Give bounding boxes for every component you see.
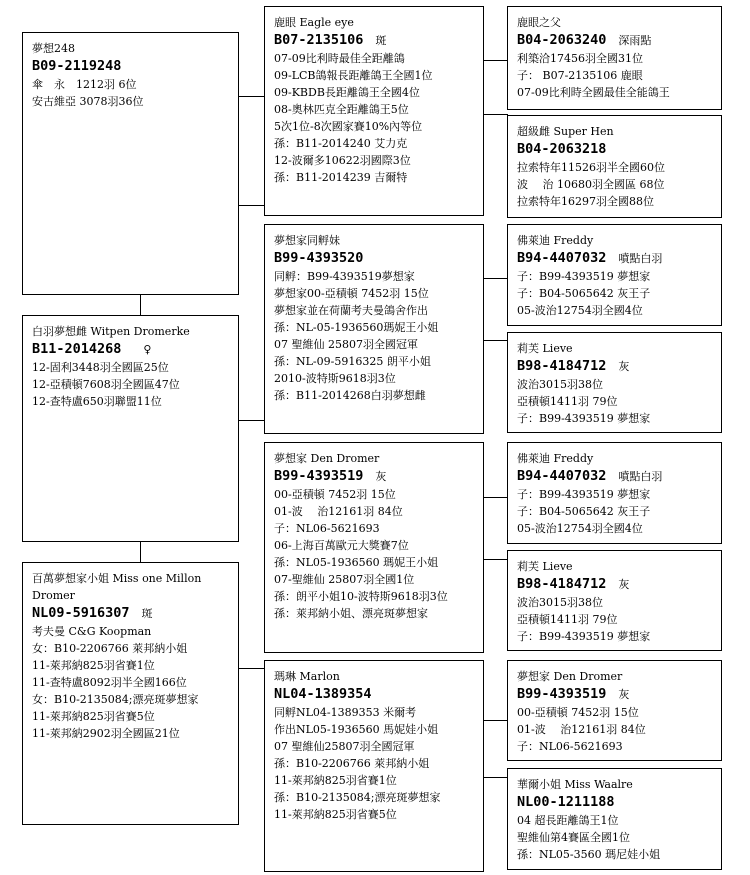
ring-number: B99-4393520 [274,250,364,266]
connector [483,60,508,61]
dam-dam-card [22,562,239,825]
ds-sire-card [507,442,722,544]
connector [483,720,508,721]
ds-dam-name: 莉芙 Lieve [517,560,573,573]
dds-sire-line: 01-波 治12161羽 84位 [517,723,646,736]
ring-number: B94-4407032 [517,468,607,484]
sire-sister-line: 同孵：B99-4393519夢想家 [274,270,415,283]
ds-sire-line: 05-波治12754羽全國4位 [517,522,643,535]
ds-sire-line: 子：B04-5065642 灰王子 [517,505,651,518]
sire-sister-line: 07 聖維仙 25807羽全國冠軍 [274,338,418,351]
dam-dam-line: 女：B10-2135084;漂亮斑夢想家 [32,693,199,706]
ring-number: B99-4393519 [274,468,364,484]
sire-sister-line: 夢想家00-亞積頓 7452羽 15位 [274,287,429,300]
dam-sire-line: 07-聖維仙 25807羽全國1位 [274,573,415,586]
sire-sister-name: 夢想家同孵妹 [274,234,340,247]
dam-dam-line: 考夫曼 C&G Koopman [32,625,152,638]
dam-line: 12-亞積頓7608羽全國區47位 [32,378,180,391]
dds-dam-card [507,768,722,870]
connector [140,294,141,316]
ring-number: B07-2135106 [274,32,364,48]
sire-name: 鹿眼 Eagle eye [274,16,354,29]
ring-number: NL00-1211188 [517,794,615,810]
color-tag: 灰 [618,688,630,701]
sire-sister-ring [274,249,475,268]
subject-line: 傘 永 1212羽 6位 [32,78,137,91]
sire-sire-line: 07-09比利時全國最佳全能鴿王 [517,86,670,99]
ss-sire-line: 05-波治12754羽全國4位 [517,304,643,317]
dd-sire-ring [274,685,475,704]
ring-number: B11-2014268 [32,341,122,357]
dd-sire-card [264,660,484,872]
ss-dam-line: 子：B99-4393519 夢想家 [517,412,651,425]
dds-sire-card [507,660,722,761]
dam-name: 白羽夢想雌 Witpen Dromerke [32,325,190,338]
sire-line: 孫：B11-2014239 吉爾特 [274,171,408,184]
dds-sire-line: 子：NL06-5621693 [517,740,623,753]
connector [238,205,265,206]
dam-line: 12-查特盧650羽聯盟11位 [32,395,162,408]
sire-card [264,6,484,216]
sire-sire-line: 子： B07-2135106 鹿眼 [517,69,643,82]
connector [140,541,141,563]
ring-number: NL09-5916307 [32,605,130,621]
color-tag: 斑 [141,607,153,620]
dam-dam-ring [32,604,230,623]
dam-sire-line: 孫：萊邦納小姐、漂亮斑夢想家 [274,607,428,620]
ss-sire-line: 子：B04-5065642 灰王子 [517,287,651,300]
dam-sire-line: 子：NL06-5621693 [274,522,380,535]
sire-line: 09-KBDB長距離鴿王全國4位 [274,86,420,99]
dam-line: 12-固利3448羽全國區25位 [32,361,169,374]
sire-line: 孫：B11-2014240 艾力克 [274,137,408,150]
sire-ring [274,31,475,50]
color-tag: 深雨點 [618,34,652,47]
connector [238,96,265,97]
dam-sire-name: 夢想家 Den Dromer [274,452,380,465]
sire-sire-ring [517,31,713,50]
ring-number: B09-2119248 [32,58,122,74]
sire-dam-line: 拉索特年11526羽半全國60位 [517,161,665,174]
connector [238,420,265,421]
ds-dam-card [507,550,722,651]
ring-number: B94-4407032 [517,250,607,266]
dam-ring [32,340,230,359]
sire-line: 09-LCB鴿報長距離鴿王全國1位 [274,69,433,82]
ds-dam-line: 波治3015羽38位 [517,596,603,609]
ring-number: B04-2063240 [517,32,607,48]
ss-dam-ring [517,357,713,376]
color-tag: 斑 [375,34,387,47]
ss-dam-card [507,332,722,433]
ring-number: B04-2063218 [517,141,607,157]
color-tag: 灰 [618,578,630,591]
color-tag: 噴點白羽 [618,252,663,265]
dds-sire-ring [517,685,713,704]
sire-dam-name: 超級雌 Super Hen [517,125,614,138]
dd-sire-line: 07 聖維仙25807羽全國冠軍 [274,740,415,753]
dds-dam-line: 聖維仙第4賽區全國1位 [517,831,630,844]
dam-dam-line: 11-萊邦納825羽省賽5位 [32,710,155,723]
ss-dam-name: 莉芙 Lieve [517,342,573,355]
dds-dam-line: 孫：NL05-3560 瑪尼娃小姐 [517,848,661,861]
connector [483,777,508,778]
connector [483,340,508,341]
dam-dam-line: 女：B10-2206766 萊邦納小姐 [32,642,188,655]
dds-dam-ring [517,793,713,812]
ds-sire-ring [517,467,713,486]
ss-sire-line: 子：B99-4393519 夢想家 [517,270,651,283]
sire-sire-card [507,6,722,110]
female-symbol-icon: ♀ [143,343,152,356]
dam-dam-line: 11-萊邦納825羽省賽1位 [32,659,155,672]
ring-number: B99-4393519 [517,686,607,702]
dds-sire-line: 00-亞積頓 7452羽 15位 [517,706,639,719]
ss-sire-card [507,224,722,326]
dd-sire-line: 作出NL05-1936560 馬妮娃小姐 [274,723,439,736]
dd-sire-line: 11-萊邦納825羽省賽5位 [274,808,397,821]
ss-dam-line: 波治3015羽38位 [517,378,603,391]
dam-sire-ring [274,467,475,486]
connector [238,668,265,669]
connector [483,278,508,279]
ss-dam-line: 亞積頓1411羽 79位 [517,395,618,408]
color-tag: 灰 [618,360,630,373]
color-tag: 灰 [375,470,387,483]
dds-dam-name: 華爾小姐 Miss Waalre [517,778,633,791]
dam-sire-line: 06-上海百萬歐元大獎賽7位 [274,539,409,552]
sire-sister-line: 孫：B11-2014268白羽夢想雌 [274,389,426,402]
sire-dam-line: 拉索特年16297羽全國88位 [517,195,654,208]
ring-number: B98-4184712 [517,576,607,592]
sire-line: 12-波爾多10622羽國際3位 [274,154,411,167]
sire-sire-line: 利築洽17456羽全國31位 [517,52,643,65]
dds-sire-name: 夢想家 Den Dromer [517,670,623,683]
ds-dam-line: 子：B99-4393519 夢想家 [517,630,651,643]
dam-sire-line: 01-波 治12161羽 84位 [274,505,403,518]
connector [483,559,508,560]
connector [483,497,508,498]
sire-dam-ring [517,140,713,159]
connector [483,114,508,115]
dam-sire-line: 孫：朗平小姐10-波特斯9618羽3位 [274,590,448,603]
subject-card [22,32,239,295]
sire-sister-line: 孫：NL-05-1936560瑪妮王小姐 [274,321,439,334]
sire-line: 08-奧林匹克全距離鴿王5位 [274,103,409,116]
subject-ring [32,57,230,76]
ss-sire-name: 佛萊迪 Freddy [517,234,594,247]
ds-dam-ring [517,575,713,594]
dam-dam-line: 11-萊邦納2902羽全國區21位 [32,727,180,740]
sire-line: 5次1位-8次國家賽10%內等位 [274,120,423,133]
sire-sister-card [264,224,484,434]
sire-sister-line: 2010-波特斯9618羽3位 [274,372,396,385]
ss-sire-ring [517,249,713,268]
ds-dam-line: 亞積頓1411羽 79位 [517,613,618,626]
subject-name: 夢想248 [32,42,75,55]
subject-line: 安古維亞 3078羽36位 [32,95,144,108]
sire-dam-line: 波 治 10680羽全國區 68位 [517,178,665,191]
dam-card [22,315,239,542]
ds-sire-line: 子：B99-4393519 夢想家 [517,488,651,501]
dam-sire-card [264,442,484,653]
dd-sire-line: 孫：B10-2135084;漂亮斑夢想家 [274,791,441,804]
sire-sire-name: 鹿眼之父 [517,16,561,29]
sire-dam-card [507,115,722,218]
dd-sire-line: 11-萊邦納825羽省賽1位 [274,774,397,787]
color-tag: 噴點白羽 [618,470,663,483]
dd-sire-line: 孫：B10-2206766 萊邦納小姐 [274,757,430,770]
sire-sister-line: 夢想家並在荷蘭考夫曼鴿舍作出 [274,304,428,317]
sire-sister-line: 孫：NL-09-5916325 朗平小姐 [274,355,431,368]
dd-sire-line: 同孵NL04-1389353 米爾考 [274,706,417,719]
ring-number: B98-4184712 [517,358,607,374]
dam-dam-line: 11-查特盧8092羽半全國166位 [32,676,187,689]
dd-sire-name: 瑪琳 Marlon [274,670,340,683]
sire-line: 07-09比利時最佳全距離鴿 [274,52,405,65]
ring-number: NL04-1389354 [274,686,372,702]
dam-sire-line: 孫：NL05-1936560 瑪妮王小姐 [274,556,439,569]
dam-dam-name: 百萬夢想家小姐 Miss one Millon Dromer [32,572,202,602]
dam-sire-line: 00-亞積頓 7452羽 15位 [274,488,396,501]
ds-sire-name: 佛萊迪 Freddy [517,452,594,465]
dds-dam-line: 04 超長距離鴿王1位 [517,814,619,827]
